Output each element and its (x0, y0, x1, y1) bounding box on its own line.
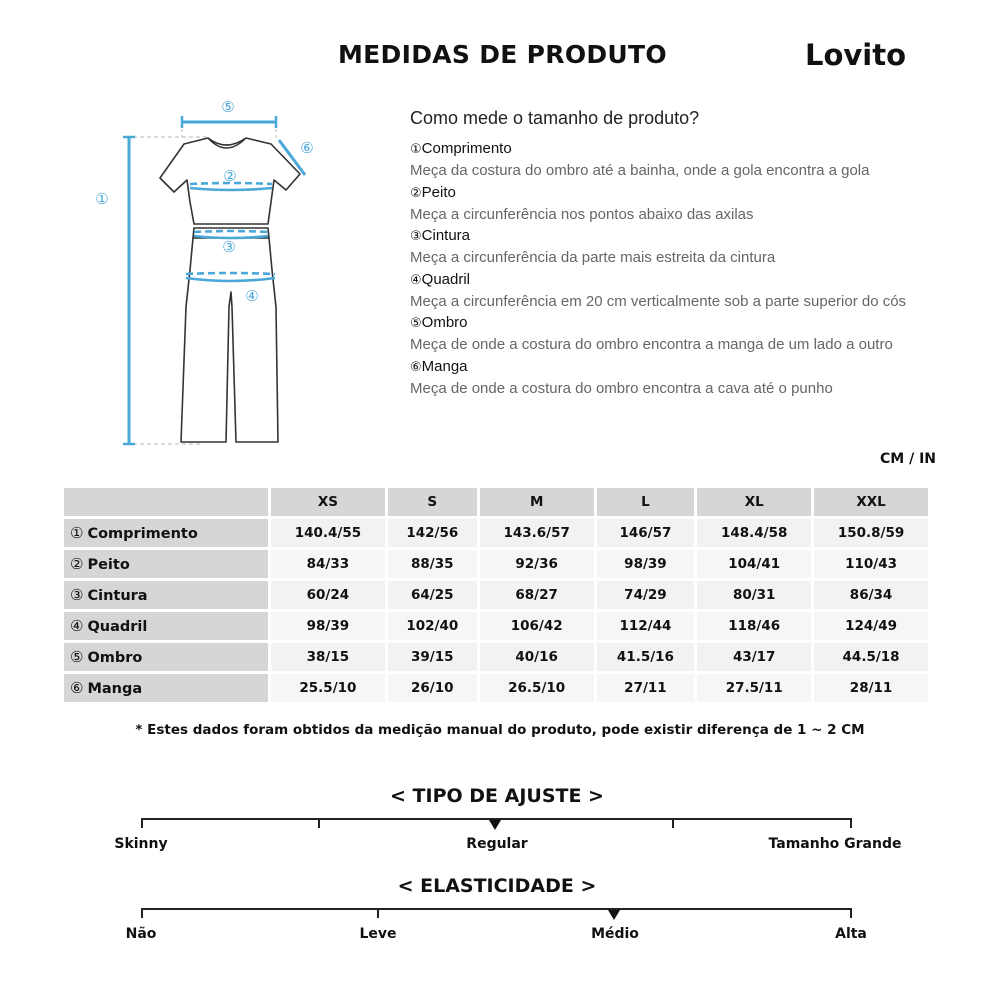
guide-label: Manga (421, 357, 468, 375)
brand-logo: Lovito (805, 38, 907, 72)
fit-label-skinny: Skinny (114, 836, 168, 852)
elasticity-scale-line (141, 908, 852, 910)
guide-item-sleeve (410, 356, 930, 400)
table-cell: 104/41 (697, 550, 811, 578)
table-cell: 25.5/10 (271, 674, 385, 702)
guide-label: Comprimento (421, 140, 512, 157)
table-cell: 112/44 (597, 612, 695, 640)
row-num: ④ (70, 617, 84, 635)
guide-label: Cintura (421, 227, 471, 244)
table-cell: 41.5/16 (597, 643, 695, 671)
guide-item-chest (410, 182, 930, 226)
units-label: CM / IN (880, 451, 936, 467)
guide-desc: Meça de onde a costura do ombro encontra a manga de um lado a outro (410, 336, 893, 353)
scale-tick (318, 818, 320, 828)
row-label-text: Manga (87, 681, 143, 697)
table-row (64, 519, 928, 547)
table-cell: 143.6/57 (480, 519, 594, 547)
fit-selected-marker-icon (489, 820, 501, 830)
elasticity-selected-marker-icon (608, 910, 620, 920)
table-cell: 39/15 (388, 643, 477, 671)
table-row (64, 581, 928, 609)
row-label-text: Cintura (87, 588, 148, 604)
fit-scale-line (141, 818, 852, 820)
row-label-text: Quadril (87, 619, 148, 635)
marker-2: ② (223, 167, 237, 185)
table-cell: 148.4/58 (697, 519, 811, 547)
table-cell: 80/31 (697, 581, 811, 609)
row-label (64, 643, 268, 671)
guide-item-waist (410, 225, 930, 269)
guide-label: Quadril (421, 270, 471, 288)
table-cell: 74/29 (597, 581, 695, 609)
guide-desc: Meça da costura do ombro até a bainha, onde a gola encontra a gola (410, 162, 870, 179)
elasticity-label-medium: Médio (591, 926, 639, 942)
row-label (64, 612, 268, 640)
row-label (64, 674, 268, 702)
row-num: ③ (70, 586, 84, 604)
guide-label: Ombro (421, 314, 468, 331)
guide-item-shoulder (410, 312, 930, 356)
fit-label-plus-size: Tamanho Grande (768, 836, 902, 852)
table-row (64, 643, 928, 671)
row-num: ⑥ (70, 679, 84, 697)
table-cell: 86/34 (814, 581, 928, 609)
size-table (61, 485, 931, 705)
table-cell: 102/40 (388, 612, 477, 640)
table-cell: 118/46 (697, 612, 811, 640)
marker-6: ⑥ (300, 139, 314, 157)
row-label-text: Peito (87, 557, 130, 573)
table-cell: 106/42 (480, 612, 594, 640)
elasticity-label-none: Não (125, 926, 157, 942)
guide-desc: Meça a circunferência da parte mais estreita da cintura (410, 249, 776, 266)
size-header-cell: XXL (814, 488, 928, 516)
size-header-cell: M (480, 488, 594, 516)
scale-tick (850, 908, 852, 918)
table-cell: 64/25 (388, 581, 477, 609)
elasticity-scale-title: < ELASTICIDADE > (397, 875, 597, 897)
guide-item-hip (410, 269, 930, 313)
guide-desc: Meça a circunferência nos pontos abaixo das axilas (410, 205, 754, 223)
table-cell: 28/11 (814, 674, 928, 702)
size-header-cell: S (388, 488, 477, 516)
guide-desc: Meça de onde a costura do ombro encontra a cava até o punho (410, 379, 833, 397)
row-num: ① (70, 524, 84, 542)
table-cell: 84/33 (271, 550, 385, 578)
row-label (64, 581, 268, 609)
scale-tick (850, 818, 852, 828)
table-cell: 92/36 (480, 550, 594, 578)
table-cell: 27/11 (597, 674, 695, 702)
measurement-guide (410, 108, 930, 399)
row-label (64, 519, 268, 547)
table-cell: 88/35 (388, 550, 477, 578)
guide-label: Peito (421, 183, 456, 201)
scale-tick (672, 818, 674, 828)
table-cell: 26.5/10 (480, 674, 594, 702)
table-cell: 142/56 (388, 519, 477, 547)
row-num: ⑤ (70, 648, 84, 666)
garment-illustration (86, 92, 326, 452)
size-header-cell: XS (271, 488, 385, 516)
table-row (64, 612, 928, 640)
row-label-text: Ombro (87, 650, 143, 666)
measurement-footnote: * Estes dados foram obtidos da medição manual do produto, pode existir diferença de 1 ~ 2 CM (135, 722, 865, 738)
table-cell: 98/39 (597, 550, 695, 578)
scale-tick (377, 908, 379, 918)
table-cell: 44.5/18 (814, 643, 928, 671)
table-cell: 98/39 (271, 612, 385, 640)
elasticity-label-light: Leve (359, 926, 397, 942)
elasticity-label-high: Alta (835, 926, 867, 942)
table-cell: 43/17 (697, 643, 811, 671)
table-cell: 150.8/59 (814, 519, 928, 547)
row-label (64, 550, 268, 578)
page-title: MEDIDAS DE PRODUTO (338, 40, 667, 69)
guide-num: ② (410, 185, 422, 201)
table-cell: 40/16 (480, 643, 594, 671)
guide-desc: Meça a circunferência em 20 cm verticalmente sob a parte superior do cós (410, 292, 907, 310)
guide-heading: Como mede o tamanho de produto? (410, 108, 700, 128)
marker-5: ⑤ (221, 98, 235, 116)
row-num: ② (70, 555, 84, 573)
table-cell: 110/43 (814, 550, 928, 578)
marker-3: ③ (222, 238, 236, 256)
size-header-cell: XL (697, 488, 811, 516)
table-corner (64, 488, 268, 516)
size-header-row (64, 488, 928, 516)
table-row (64, 550, 928, 578)
table-row (64, 674, 928, 702)
marker-4: ④ (245, 287, 259, 305)
fit-label-regular: Regular (466, 836, 528, 852)
guide-num: ③ (410, 229, 422, 244)
fit-scale-title: < TIPO DE AJUSTE > (390, 785, 604, 807)
row-label-text: Comprimento (87, 526, 198, 542)
guide-num: ⑥ (410, 359, 422, 375)
guide-num: ⑤ (410, 316, 422, 331)
size-header-cell: L (597, 488, 695, 516)
guide-num: ① (410, 142, 422, 157)
guide-item-length (410, 138, 930, 182)
scale-tick (141, 908, 143, 918)
table-cell: 60/24 (271, 581, 385, 609)
marker-1: ① (95, 190, 109, 208)
table-cell: 27.5/11 (697, 674, 811, 702)
table-cell: 124/49 (814, 612, 928, 640)
guide-num: ④ (410, 272, 422, 288)
table-cell: 68/27 (480, 581, 594, 609)
table-cell: 146/57 (597, 519, 695, 547)
scale-tick (141, 818, 143, 828)
table-cell: 26/10 (388, 674, 477, 702)
table-cell: 38/15 (271, 643, 385, 671)
table-cell: 140.4/55 (271, 519, 385, 547)
